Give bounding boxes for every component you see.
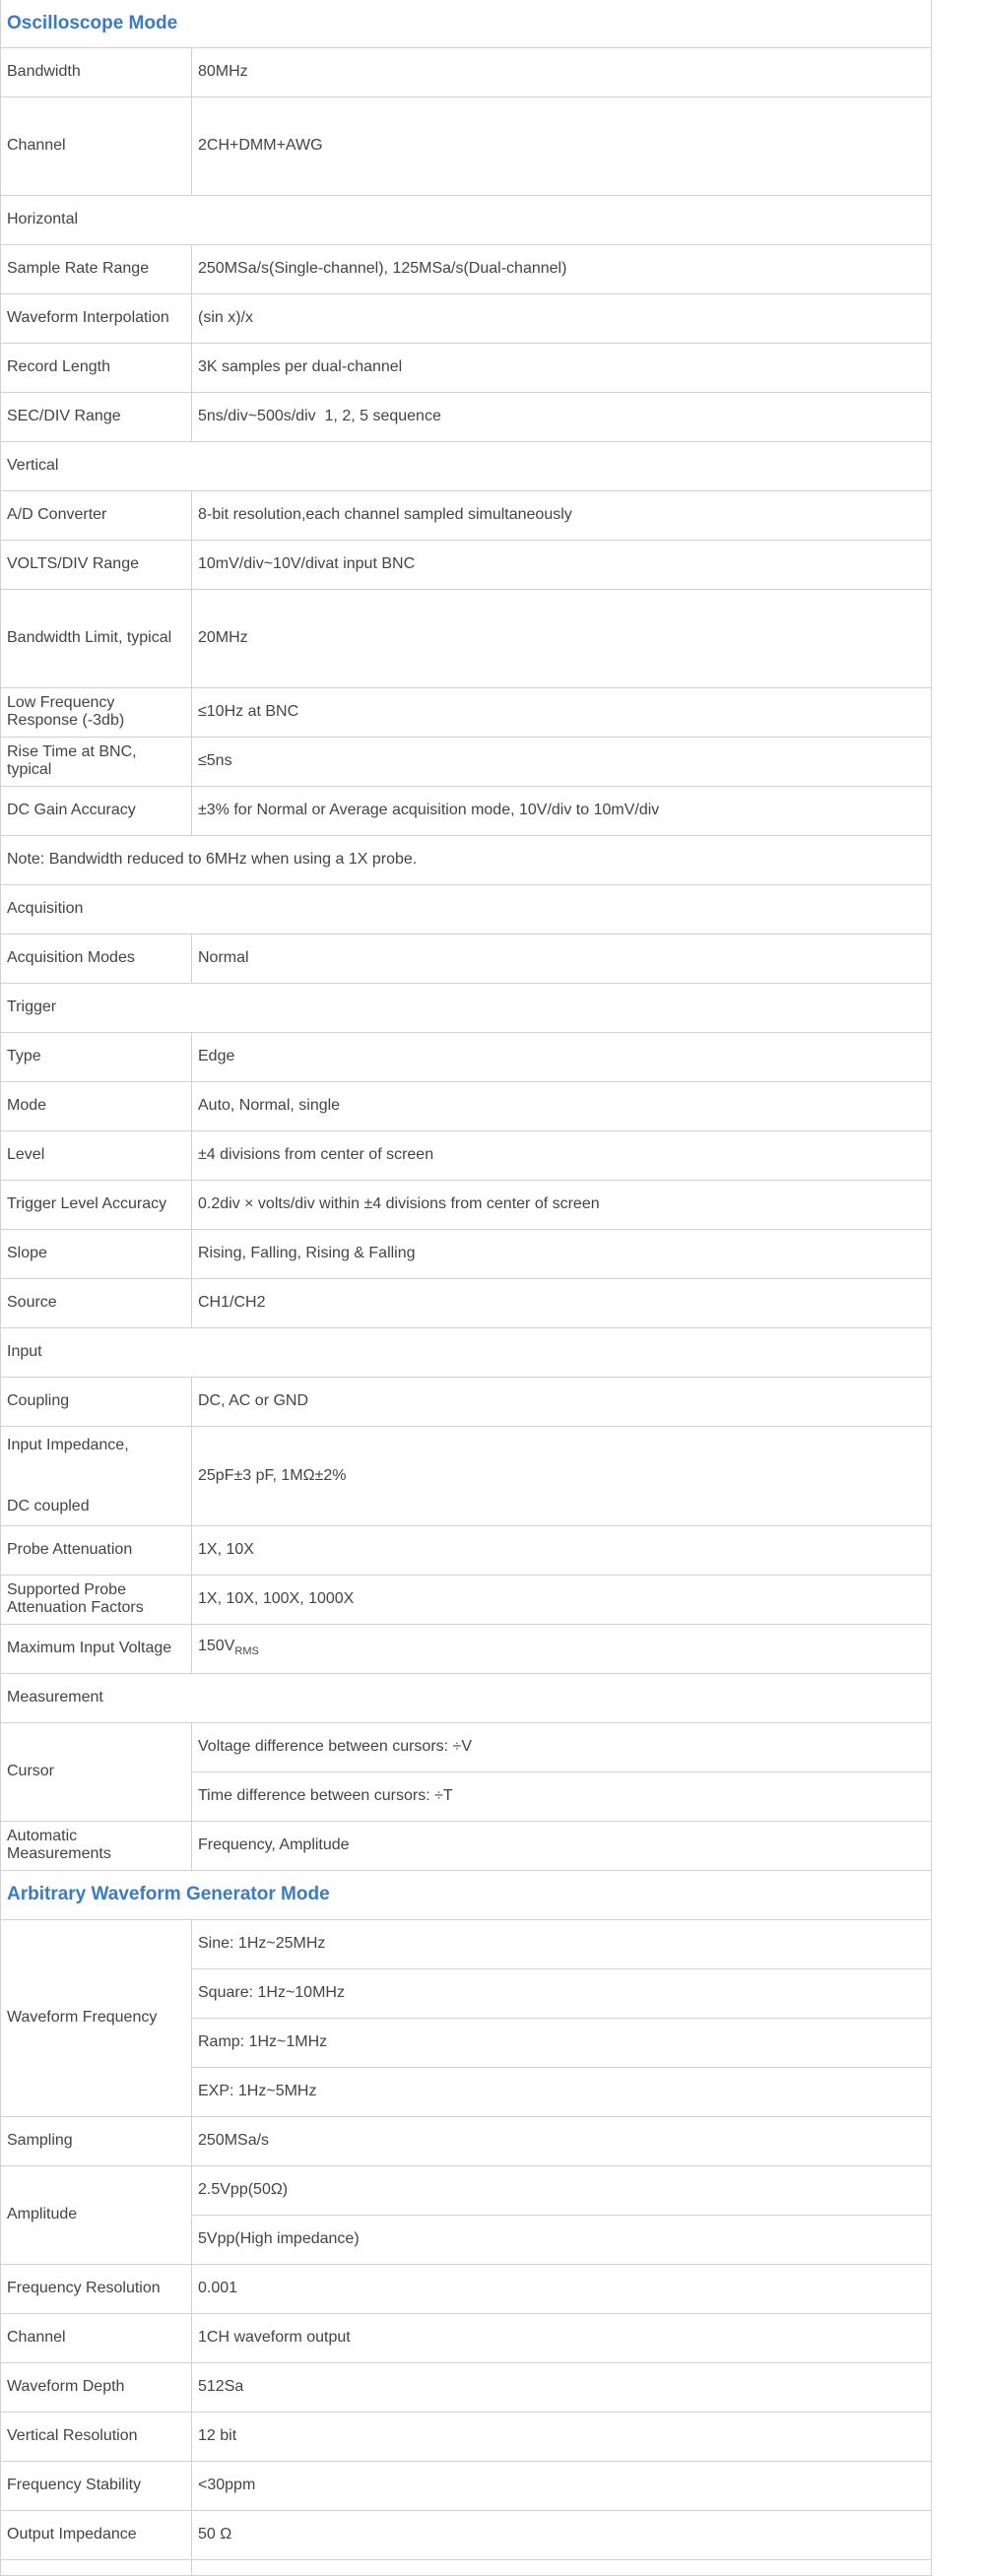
table-row	[1, 2313, 932, 2362]
spec-label: Waveform Interpolation	[1, 293, 192, 343]
spec-value: 5Vpp(High impedance)	[192, 2215, 932, 2264]
table-row	[1, 934, 932, 983]
table-row	[1, 2461, 932, 2510]
table-row	[1, 293, 932, 343]
section-oscilloscope	[1, 0, 932, 47]
spec-value: Ramp: 1Hz~1MHz	[192, 2018, 932, 2067]
spec-value: 1X, 10X, 100X, 1000X	[192, 1575, 932, 1624]
note-row	[1, 835, 932, 884]
spec-label: SEC/DIV Range	[1, 392, 192, 441]
spec-value: Edge	[192, 1032, 932, 1081]
table-row	[1, 97, 932, 195]
table-row	[1, 737, 932, 786]
spec-value: Frequency, Amplitude	[192, 1821, 932, 1870]
spec-value: 250MSa/s(Single-channel), 125MSa/s(Dual-channel)	[192, 244, 932, 293]
spec-value: 0.001	[192, 2264, 932, 2313]
section-awg	[1, 1870, 932, 1919]
spec-value: 3K samples per dual-channel	[192, 343, 932, 392]
table-row	[1, 1081, 932, 1130]
spec-label: VOLTS/DIV Range	[1, 540, 192, 589]
table-row	[1, 540, 932, 589]
spec-value: 80MHz	[192, 47, 932, 97]
spec-label: Coupling	[1, 1377, 192, 1426]
rms-subscript: RMS	[234, 1644, 259, 1657]
spec-value: Normal	[192, 934, 932, 983]
table-row	[1, 47, 932, 97]
spec-value: 0.2div × volts/div within ±4 divisions from center of screen	[192, 1180, 932, 1229]
max-voltage-value: 150V	[198, 1637, 235, 1654]
spec-value: (sin x)/x	[192, 293, 932, 343]
spec-label: Waveform Frequency	[1, 1919, 192, 2116]
spec-value: Time difference between cursors: ÷T	[192, 1771, 932, 1821]
table-row	[1, 2412, 932, 2461]
table-row	[1, 343, 932, 392]
spec-label: Bandwidth Limit, typical	[1, 589, 192, 687]
group-heading-row	[1, 983, 932, 1032]
group-heading-row	[1, 195, 932, 244]
impedance-label-line2: DC coupled	[7, 1497, 90, 1514]
table-row	[1, 2116, 932, 2165]
spec-value: 2.5Vpp(50Ω)	[192, 2165, 932, 2215]
table-row	[1, 1722, 932, 1771]
spec-label: Sampling	[1, 2116, 192, 2165]
spec-label: Waveform Depth	[1, 2362, 192, 2412]
table-row-partial	[1, 2559, 932, 2575]
spec-value: 20MHz	[192, 589, 932, 687]
spec-value: 512Sa	[192, 2362, 932, 2412]
table-row	[1, 2362, 932, 2412]
table-row	[1, 1130, 932, 1180]
table-row	[1, 786, 932, 835]
table-row	[1, 1919, 932, 1968]
spec-label: Frequency Stability	[1, 2461, 192, 2510]
spec-value: 50 Ω	[192, 2510, 932, 2559]
group-heading: Input	[1, 1327, 932, 1377]
spec-label: Amplitude	[1, 2165, 192, 2264]
spec-value: 1X, 10X	[192, 1525, 932, 1575]
table-row	[1, 244, 932, 293]
table-row	[1, 392, 932, 441]
group-heading-row	[1, 1327, 932, 1377]
table-row	[1, 490, 932, 540]
group-heading: Acquisition	[1, 884, 932, 934]
spec-label: Vertical Resolution	[1, 2412, 192, 2461]
group-heading: Measurement	[1, 1673, 932, 1722]
group-heading: Vertical	[1, 441, 932, 490]
group-heading: Horizontal	[1, 195, 932, 244]
table-row	[1, 589, 932, 687]
spec-label: Type	[1, 1032, 192, 1081]
table-row	[1, 1821, 932, 1870]
spec-value: Sine: 1Hz~25MHz	[192, 1919, 932, 1968]
spec-label: Cursor	[1, 1722, 192, 1821]
spec-label: Probe Attenuation	[1, 1525, 192, 1575]
spec-label: Source	[1, 1278, 192, 1327]
table-row	[1, 1180, 932, 1229]
table-row	[1, 1525, 932, 1575]
spec-label: Sample Rate Range	[1, 244, 192, 293]
spec-label: Bandwidth	[1, 47, 192, 97]
spec-value: Rising, Falling, Rising & Falling	[192, 1229, 932, 1278]
group-heading-row	[1, 884, 932, 934]
spec-value: 25pF±3 pF, 1MΩ±2%	[192, 1426, 932, 1525]
spec-value: 1CH waveform output	[192, 2313, 932, 2362]
spec-value	[192, 2559, 932, 2575]
spec-value: ±3% for Normal or Average acquisition mode, 10V/div to 10mV/div	[192, 786, 932, 835]
spec-value: EXP: 1Hz~5MHz	[192, 2067, 932, 2116]
spec-label	[1, 2559, 192, 2575]
spec-label: A/D Converter	[1, 490, 192, 540]
spec-label: Rise Time at BNC, typical	[1, 737, 192, 786]
table-row	[1, 2510, 932, 2559]
spec-value: DC, AC or GND	[192, 1377, 932, 1426]
note-text: Note: Bandwidth reduced to 6MHz when using a 1X probe.	[1, 835, 932, 884]
spec-value: ≤5ns	[192, 737, 932, 786]
spec-label: Output Impedance	[1, 2510, 192, 2559]
spec-label: Maximum Input Voltage	[1, 1624, 192, 1673]
spec-label: Frequency Resolution	[1, 2264, 192, 2313]
spec-value: <30ppm	[192, 2461, 932, 2510]
spec-value: 8-bit resolution,each channel sampled simultaneously	[192, 490, 932, 540]
table-row	[1, 2165, 932, 2215]
table-row	[1, 1278, 932, 1327]
table-row	[1, 1229, 932, 1278]
spec-label: Supported Probe Attenuation Factors	[1, 1575, 192, 1624]
table-row	[1, 1575, 932, 1624]
spec-value: 250MSa/s	[192, 2116, 932, 2165]
group-heading-row	[1, 441, 932, 490]
spec-label: Mode	[1, 1081, 192, 1130]
spec-label: Acquisition Modes	[1, 934, 192, 983]
table-row	[1, 687, 932, 737]
table-row	[1, 1377, 932, 1426]
group-heading-row	[1, 1673, 932, 1722]
section-title: Oscilloscope Mode	[1, 0, 932, 47]
spec-label: Low Frequency Response (-3db)	[1, 687, 192, 737]
spec-label: Level	[1, 1130, 192, 1180]
spec-label: Channel	[1, 97, 192, 195]
spec-value: 5ns/div~500s/div 1, 2, 5 sequence	[192, 392, 932, 441]
spec-label: Automatic Measurements	[1, 1821, 192, 1870]
table-row	[1, 2264, 932, 2313]
table-row	[1, 1624, 932, 1673]
spec-label: Slope	[1, 1229, 192, 1278]
spec-value: Voltage difference between cursors: ÷V	[192, 1722, 932, 1771]
spec-value: Square: 1Hz~10MHz	[192, 1968, 932, 2018]
table-row	[1, 1426, 932, 1525]
spec-value: CH1/CH2	[192, 1278, 932, 1327]
spec-label: Trigger Level Accuracy	[1, 1180, 192, 1229]
spec-label: DC Gain Accuracy	[1, 786, 192, 835]
spec-value: 10mV/div~10V/divat input BNC	[192, 540, 932, 589]
section-title: Arbitrary Waveform Generator Mode	[1, 1870, 932, 1919]
spec-label	[1, 1426, 192, 1525]
spec-value: ±4 divisions from center of screen	[192, 1130, 932, 1180]
spec-value: Auto, Normal, single	[192, 1081, 932, 1130]
table-row	[1, 1032, 932, 1081]
spec-value	[192, 1624, 932, 1673]
spec-value: 2CH+DMM+AWG	[192, 97, 932, 195]
impedance-label-line1: Input Impedance,	[7, 1436, 129, 1453]
spec-value: ≤10Hz at BNC	[192, 687, 932, 737]
spec-label: Channel	[1, 2313, 192, 2362]
spec-value: 12 bit	[192, 2412, 932, 2461]
spec-label: Record Length	[1, 343, 192, 392]
group-heading: Trigger	[1, 983, 932, 1032]
